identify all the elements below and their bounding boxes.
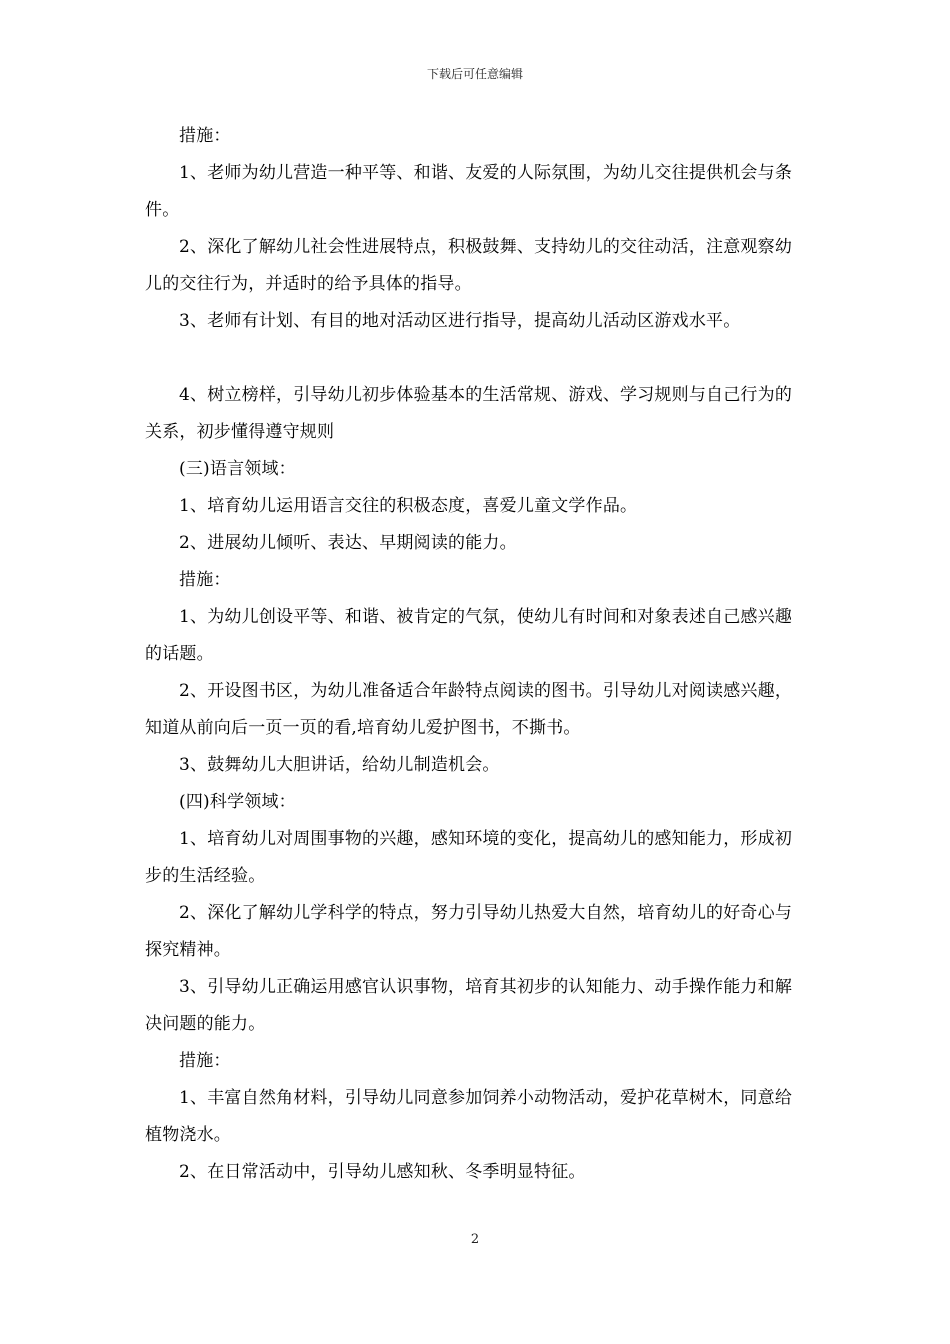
paragraph-social-measure-1: 1、老师为幼儿营造一种平等、和谐、友爱的人际氛围，为幼儿交往提供机会与条件。 xyxy=(145,163,793,220)
page-header: 下载后可任意编辑 xyxy=(426,67,523,81)
page-number: 2 xyxy=(470,1232,480,1247)
paragraph-social-measure-2: 2、深化了解幼儿社会性进展特点，积极鼓舞、支持幼儿的交往动活，注意观察幼儿的交往行为，并适时的给予具体的指导。 xyxy=(145,237,793,294)
paragraph-language-measure-1: 1、为幼儿创设平等、和谐、被肯定的气氛，使幼儿有时间和对象表述自己感兴趣的话题。 xyxy=(145,607,793,664)
paragraph-science-goal-3: 3、引导幼儿正确运用感官认识事物，培育其初步的认知能力、动手操作能力和解决问题的能力。 xyxy=(145,977,793,1034)
paragraph-science-measure-1: 1、丰富自然角材料，引导幼儿同意参加饲养小动物活动，爱护花草树木，同意给植物浇水。 xyxy=(145,1088,793,1145)
section-heading-science: (四)科学领域： xyxy=(179,792,296,812)
paragraph-language-measure-2: 2、开设图书区，为幼儿准备适合年龄特点阅读的图书。引导幼儿对阅读感兴趣，知道从前向后一页一页的看,培育幼儿爱护图书，不撕书。 xyxy=(145,681,793,738)
paragraph-language-goal-1: 1、培育幼儿运用语言交往的积极态度，喜爱儿童文学作品。 xyxy=(179,496,638,516)
paragraph-science-measure-2: 2、在日常活动中，引导幼儿感知秋、冬季明显特征。 xyxy=(179,1162,586,1182)
paragraph-measures-heading: 措施： xyxy=(179,126,231,146)
section-heading-language: (三)语言领域： xyxy=(179,459,296,479)
paragraph-language-measure-3: 3、鼓舞幼儿大胆讲话，给幼儿制造机会。 xyxy=(179,755,500,775)
paragraph-measures-heading: 措施： xyxy=(179,570,231,590)
paragraph-language-goal-2: 2、进展幼儿倾听、表达、早期阅读的能力。 xyxy=(179,533,517,553)
paragraph-science-goal-2: 2、深化了解幼儿学科学的特点，努力引导幼儿热爱大自然，培育幼儿的好奇心与探究精神。 xyxy=(145,903,793,960)
paragraph-social-measure-3: 3、老师有计划、有目的地对活动区进行指导，提高幼儿活动区游戏水平。 xyxy=(179,311,741,331)
paragraph-social-measure-4: 4、树立榜样，引导幼儿初步体验基本的生活常规、游戏、学习规则与自己行为的关系，初步懂得遵守规则 xyxy=(145,385,793,442)
document-body xyxy=(145,118,809,1191)
blank-line xyxy=(145,340,809,377)
paragraph-measures-heading: 措施： xyxy=(179,1051,231,1071)
paragraph-science-goal-1: 1、培育幼儿对周围事物的兴趣，感知环境的变化，提高幼儿的感知能力，形成初步的生活经验。 xyxy=(145,829,793,886)
